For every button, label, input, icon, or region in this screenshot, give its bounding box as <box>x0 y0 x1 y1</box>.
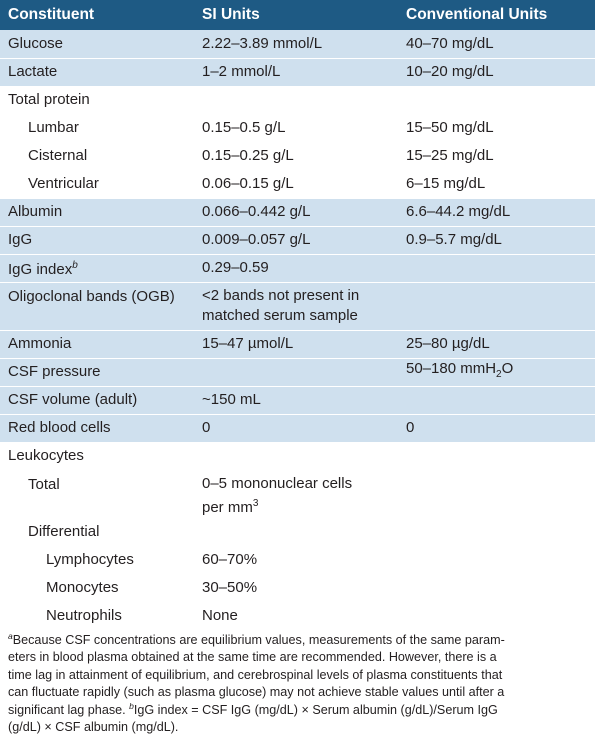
conventional-value <box>398 254 595 282</box>
row-label: Total <box>28 475 60 493</box>
row-label <box>0 254 194 282</box>
table-footnote <box>8 632 588 736</box>
conventional-value <box>398 546 595 574</box>
si-value <box>194 470 398 518</box>
footnote-a-line-4: can fluctuate rapidly (such as plasma glucose) may not achieve stable values until after a <box>8 685 505 700</box>
header-si-units: SI Units <box>202 6 260 23</box>
row-label-text: IgG index <box>8 261 73 278</box>
header-constituent: Constituent <box>8 6 95 23</box>
conventional-value: 6–15 mg/dL <box>406 175 486 192</box>
table-row <box>0 142 595 170</box>
footnote-mark-a: a <box>8 630 13 641</box>
conventional-value-end: O <box>501 360 514 377</box>
row-label: Leukocytes <box>8 447 84 464</box>
table-row <box>0 114 595 142</box>
table-row <box>0 282 595 330</box>
row-label: Red blood cells <box>8 419 111 436</box>
conventional-value: 15–50 mg/dL <box>406 119 494 136</box>
row-label: Lymphocytes <box>46 551 134 568</box>
row-label: Lactate <box>8 63 58 80</box>
row-label: Oligoclonal bands (OGB) <box>8 287 175 305</box>
footnote-a-line-2: eters in blood plasma obtained at the same time are recommended. However, there is a <box>8 650 497 665</box>
table-row <box>0 574 595 602</box>
header-conventional-units: Conventional Units <box>406 6 548 23</box>
table-row <box>0 442 595 470</box>
table-row <box>0 170 595 198</box>
row-label: Monocytes <box>46 579 119 596</box>
si-value: 0.009–0.057 g/L <box>202 231 311 248</box>
row-label: Cisternal <box>28 147 88 164</box>
table-row <box>0 518 595 546</box>
si-value: 0.15–0.5 g/L <box>202 119 286 136</box>
row-label: Glucose <box>8 34 64 52</box>
footnote-a-line-5: significant lag phase. <box>8 702 126 717</box>
table-row <box>0 330 595 358</box>
conventional-value: 40–70 mg/dL <box>406 34 494 52</box>
conventional-value: 6.6–44.2 mg/dL <box>406 203 511 220</box>
si-value: 2.22–3.89 mmol/L <box>202 34 323 52</box>
table-row <box>0 358 595 386</box>
conventional-value <box>398 602 595 630</box>
footnote-mark-b: b <box>129 700 134 711</box>
conventional-value <box>398 470 595 518</box>
conventional-value: 0 <box>406 419 415 436</box>
conventional-value <box>398 574 595 602</box>
row-label: CSF pressure <box>8 363 101 380</box>
si-value-line-2: per mm <box>202 498 253 516</box>
conventional-value <box>398 442 595 470</box>
si-value: None <box>202 607 238 624</box>
row-label: Ventricular <box>28 175 99 192</box>
si-value-line-1: <2 bands not present in <box>202 286 360 304</box>
si-value: ~150 mL <box>202 391 261 408</box>
table-row <box>0 198 595 226</box>
footnote-b-line-1: IgG index = CSF IgG (mg/dL) × Serum albumin (g/dL)/Serum IgG <box>133 702 498 717</box>
si-value: 30–50% <box>202 579 258 596</box>
row-label: Ammonia <box>8 335 72 352</box>
row-label: Albumin <box>8 203 63 220</box>
si-value <box>194 358 398 386</box>
conventional-value-main: 50–180 mmH <box>406 360 497 377</box>
table-row <box>0 86 595 114</box>
conventional-value <box>398 86 595 114</box>
si-value: 0.29–0.59 <box>202 259 269 276</box>
table-row <box>0 226 595 254</box>
conventional-value: 0.9–5.7 mg/dL <box>406 231 502 248</box>
conventional-value: 10–20 mg/dL <box>406 63 494 80</box>
conventional-value: 15–25 mg/dL <box>406 147 494 164</box>
si-value-line-1: 0–5 mononuclear cells <box>202 474 353 492</box>
si-value <box>194 518 398 546</box>
table-row <box>0 414 595 442</box>
table-row <box>0 602 595 630</box>
footnote-b-line-2: (g/dL) × CSF albumin (mg/dL). <box>8 720 179 735</box>
row-label: Total protein <box>8 91 90 108</box>
row-label: Differential <box>28 523 100 540</box>
si-value: 0 <box>202 419 211 436</box>
si-value <box>194 282 398 330</box>
si-value: 15–47 µmol/L <box>202 335 294 352</box>
row-label: IgG <box>8 231 33 248</box>
table-row <box>0 386 595 414</box>
conventional-value <box>398 358 595 386</box>
footnote-ref-b: b <box>72 260 78 271</box>
table-row <box>0 546 595 574</box>
conventional-value <box>398 386 595 414</box>
si-value <box>194 86 398 114</box>
table-row <box>0 254 595 282</box>
table-header-row <box>0 0 595 30</box>
subscript-2: 2 <box>496 369 502 380</box>
si-value: 0.15–0.25 g/L <box>202 147 294 164</box>
si-value-line-2: matched serum sample <box>202 306 358 324</box>
conventional-value <box>398 282 595 330</box>
footnote-a-line-3: time lag in attainment of equilibrium, and cerebrospinal levels of plasma constituents that <box>8 667 503 682</box>
si-value: 1–2 mmol/L <box>202 63 281 80</box>
si-value <box>194 442 398 470</box>
si-value: 0.06–0.15 g/L <box>202 175 294 192</box>
conventional-value <box>398 518 595 546</box>
si-value: 0.066–0.442 g/L <box>202 203 311 220</box>
conventional-value: 25–80 µg/dL <box>406 335 490 352</box>
superscript-3: 3 <box>252 497 259 509</box>
table-row <box>0 470 595 518</box>
table-row <box>0 58 595 86</box>
footnote-a-line-1: Because CSF concentrations are equilibrium values, measurements of the same param- <box>12 633 505 647</box>
row-label: CSF volume (adult) <box>8 391 138 408</box>
row-label: Neutrophils <box>46 607 122 624</box>
row-label: Lumbar <box>28 119 79 136</box>
table-row <box>0 30 595 58</box>
si-value: 60–70% <box>202 551 258 568</box>
